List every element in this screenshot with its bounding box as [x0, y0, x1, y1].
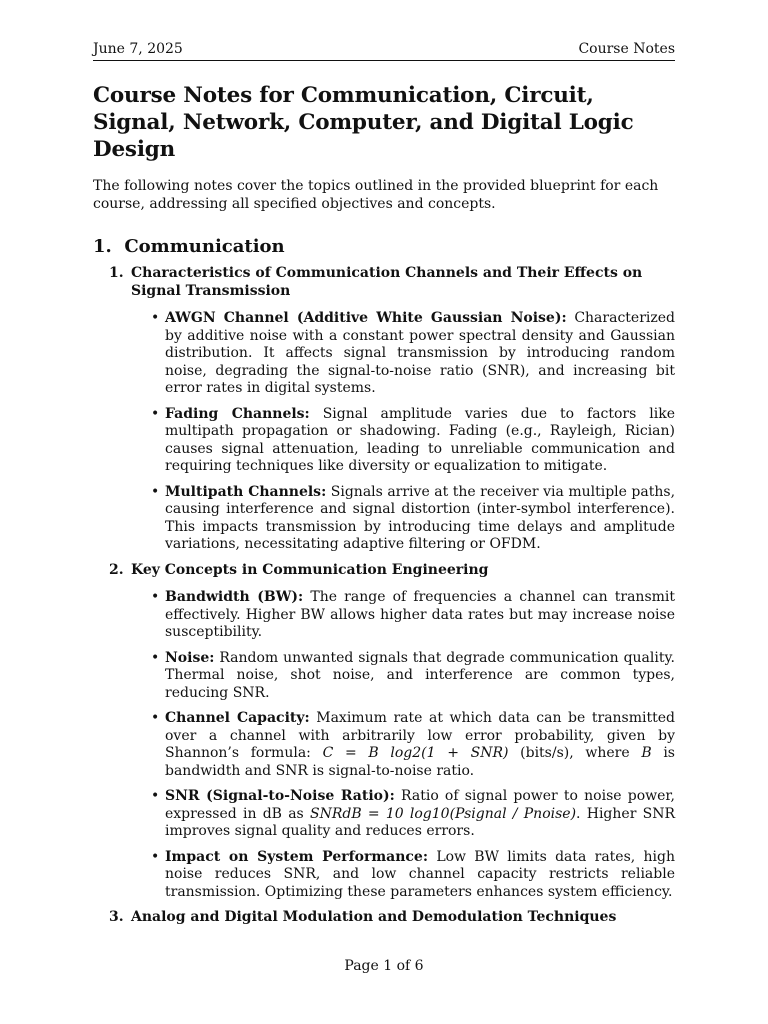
section-heading — [93, 236, 675, 258]
page-body — [93, 40, 675, 933]
header-running-title: Course Notes — [578, 41, 675, 57]
bullet-item — [131, 710, 675, 780]
bullet-term: Multipath Channels: — [165, 483, 327, 500]
section-title: Communication — [124, 236, 285, 257]
bullet-term: Fading Channels: — [165, 405, 310, 422]
bullet-item — [131, 310, 675, 398]
topic-item — [93, 265, 675, 554]
bullet-text: Characterized by additive noise with a constant power spectral density and Gaussian distribution. It affects signal transmission by introducing random noise, degrading the signal-to-noise ratio (SNR), and increasing bit error rates in digital systems. — [165, 310, 675, 396]
section-number: 1. — [93, 236, 112, 257]
bullet-text: (bits/s), where — [520, 745, 630, 761]
bullet-dot: • — [151, 310, 160, 326]
bullet-term: Channel Capacity: — [165, 710, 310, 726]
topic-item — [93, 909, 675, 927]
bullet-term: Noise: — [165, 649, 215, 666]
bullet-text: Random unwanted signals that degrade communication quality. Thermal noise, shot noise, and interference are common types, reducing SNR. — [165, 649, 675, 701]
bullet-term: Impact on System Performance: — [165, 848, 429, 865]
bullet-term: SNR (Signal-to-Noise Ratio): — [165, 788, 395, 804]
bullet-dot: • — [151, 848, 160, 865]
bullet-term: AWGN Channel (Additive White Gaussian Noise): — [165, 310, 567, 326]
topic-list — [93, 265, 675, 927]
page-footer: Page 1 of 6 — [344, 958, 424, 974]
bullet-text: . Higher SNR improves signal quality and reduces errors. — [165, 805, 676, 839]
math-variable: B — [641, 745, 652, 761]
bullet-list — [131, 310, 675, 554]
bullet-text: Signal amplitude varies due to factors like multipath propagation or shadowing. Fading (e.g., Rayleigh, Rician) causes signal attenuation, leading to unreliable communication and requiring techniques like diversity or equalization to mitigate. — [165, 405, 675, 474]
bullet-dot: • — [151, 589, 160, 605]
bullet-item — [131, 406, 675, 476]
intro-paragraph: The following notes cover the topics outlined in the provided blueprint for each course, addressing all specified objectives and concepts. — [93, 178, 659, 212]
topic-title: Characteristics of Communication Channels and Their Effects on Signal Transmission — [131, 265, 643, 299]
topic-title: Key Concepts in Communication Engineering — [131, 561, 489, 578]
bullet-text: Signals arrive at the receiver via multiple paths, causing interference and signal distortion (inter-symbol interference). This impacts transmission by introducing time delays and amplitude variations, necessitating adaptive filtering or OFDM. — [165, 483, 676, 552]
snr-formula: SNRdB = 10 log10(Psignal / Pnoise) — [310, 805, 577, 822]
bullet-dot: • — [151, 649, 160, 666]
bullet-text: The range of frequencies a channel can transmit effectively. Higher BW allows higher data rates but may increase noise susceptibility. — [165, 589, 676, 640]
bullet-text: Low BW limits data rates, high noise reduces SNR, and low channel capacity restricts reliable transmission. Optimizing these parameters enhances system efficiency. — [165, 848, 675, 900]
bullet-list — [131, 589, 675, 901]
bullet-term: Bandwidth (BW): — [165, 589, 304, 605]
running-header — [93, 40, 675, 61]
bullet-item — [131, 849, 675, 902]
topic-number: 1. — [109, 265, 124, 281]
topic-number: 2. — [109, 561, 124, 578]
topic-title: Analog and Digital Modulation and Demodulation Techniques — [131, 909, 617, 925]
document-title: Course Notes for Communication, Circuit, Signal, Network, Computer, and Digital Logic Design — [93, 83, 634, 162]
bullet-item — [131, 650, 675, 703]
bullet-item — [131, 788, 675, 841]
bullet-dot: • — [151, 483, 160, 500]
bullet-text: Maximum rate at which data can be transmitted over a channel with arbitrarily low error probability, given by Shannon’s formula: — [165, 710, 675, 761]
topic-number: 3. — [109, 909, 124, 925]
bullet-text: Ratio of signal power to noise power, expressed in dB as — [165, 788, 676, 822]
topic-item — [93, 562, 675, 902]
bullet-text: is bandwidth and SNR is signal-to-noise ratio. — [165, 745, 675, 779]
shannon-formula: C = B log2(1 + SNR) — [322, 745, 509, 761]
bullet-dot: • — [151, 710, 160, 726]
bullet-item — [131, 484, 675, 554]
bullet-dot: • — [151, 788, 160, 804]
bullet-item — [131, 589, 675, 642]
header-date: June 7, 2025 — [93, 41, 183, 57]
bullet-dot: • — [151, 405, 160, 422]
